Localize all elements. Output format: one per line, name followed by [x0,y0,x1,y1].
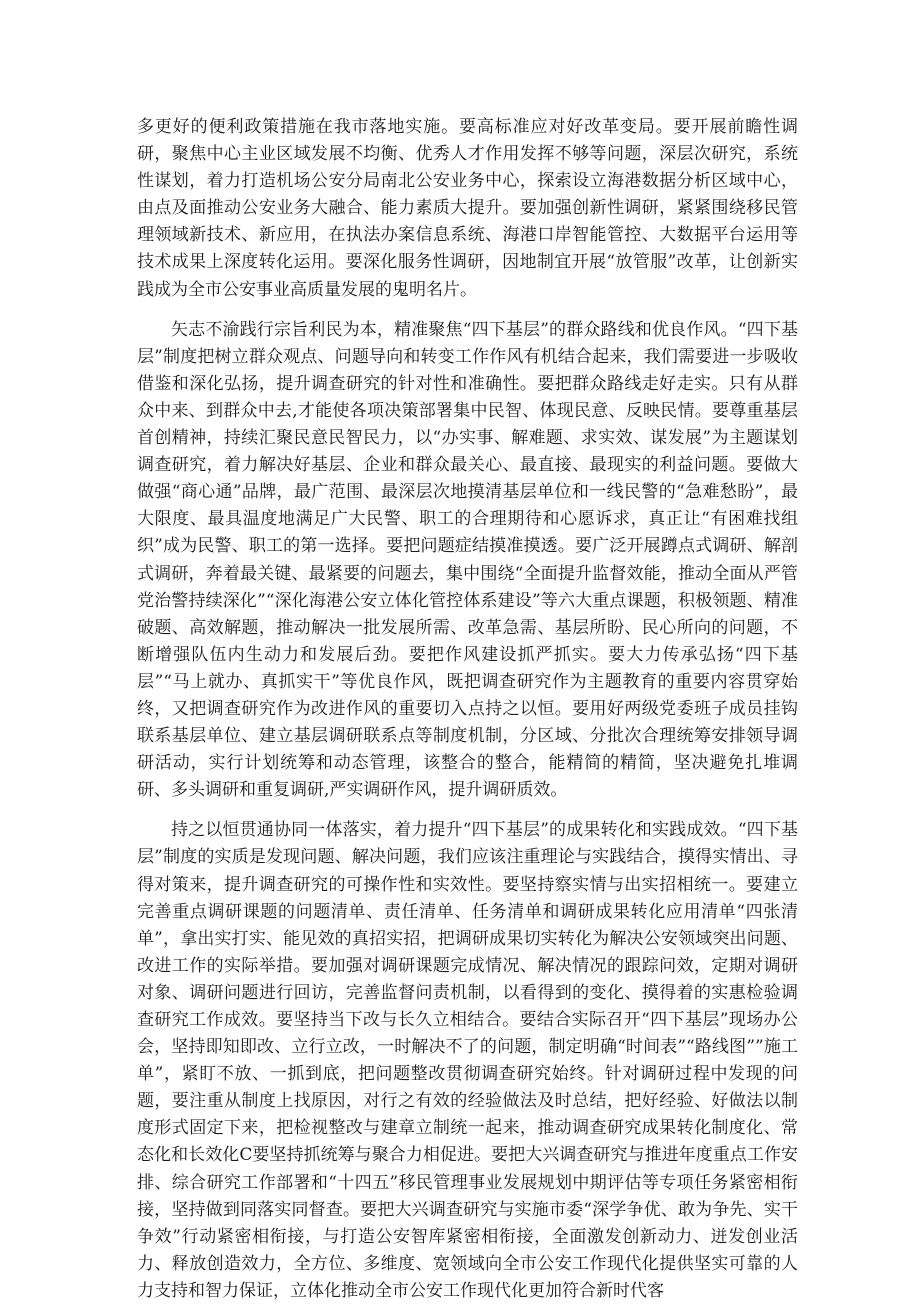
paragraph-implementation: 持之以恒贯通协同一体落实，着力提升“四下基层”的成果转化和实践成效。“四下基层”制度的实质是发现问题、解决问题，我们应该注重理论与实践结合，摸得实情出、寻得对策来，提升调查研究的可操作性和实效性。要坚持察实情与出实招相统一。要建立完善重点调研课题的问题清单、责任清单、任务清单和调研成果转化应用清单“四张清单”，拿出实打实、能见效的真招实招，把调研成果切实转化为解决公安领域突出问题、改进工作的实际举措。要加强对调研课题完成情况、解决情况的跟踪问效，定期对调研对象、调研问题进行回访，完善监督问责机制，以看得到的变化、摸得着的实惠检验调查研究工作成效。要坚持当下改与长久立相结合。要结合实际召开“四下基层”现场办公会，坚持即知即改、立行立改，一时解决不了的问题，制定明确“时间表”“路线图””施工单”，紧盯不放、一抓到底，把问题整改贯彻调查研究始终。针对调研过程中发现的问题，要注重从制度上找原因，对行之有效的经验做法及时总结，把好经验、好做法以制度形式固定下来，把检视整改与建章立制统一起来，推动调查研究成果转化制度化、常态化和长效化C要坚持抓统筹与聚合力相促进。要把大兴调查研究与推进年度重点工作安排、综合研究工作部署和“十四五”移民管理事业发展规划中期评估等专项任务紧密相衔接，坚持做到同落实同督查。要把大兴调查研究与实施市委“深学争优、敢为争先、实干争效”行动紧密相衔接，与打造公安智库紧密相衔接，全面激发创新动力、迸发创业活力、释放创造效力，全方位、多维度、宽领域向全市公安工作现代化提供坚实可靠的人力支持和智力保证，立体化推动全市公安工作现代化更加符合新时代客 [137,820,798,1301]
paragraph-mass-line: 矢志不渝践行宗旨利民为本，精准聚焦“四下基层”的群众路线和优良作风。“四下基层”制度把树立群众观点、问题导向和转变工作作风有机结合起来，我们需要进一步吸收借鉴和深化弘扬，提升调查研究的针对性和准确性。要把群众路线走好走实。只有从群众中来、到群众中去,才能使各项决策部署集中民智、体现民意、反映民情。要尊重基层首创精神，持续汇聚民意民智民力，以“办实事、解难题、求实效、谋发展”为主题谋划调查研究，着力解决好基层、企业和群众最关心、最直接、最现实的利益问题。要做大做强“商心通”品牌，最广范围、最深层次地摸清基层单位和一线民警的“急难愁盼”，最大限度、最具温度地满足广大民警、职工的合理期待和心愿诉求，真正让“有困难找组织”成为民警、职工的第一选择。要把问题症结摸准摸透。要广泛开展蹲点式调研、解剖式调研，奔着最关键、最紧要的问题去，集中围绕“全面提升监督效能，推动全面从严管党治警持续深化”“深化海港公安立体化管控体系建设”等六大重点课题，积极领题、精准破题、高效解题，推动解决一批发展所需、改革急需、基层所盼、民心所向的问题，不断增强队伍内生动力和发展后劲。要把作风建设抓严抓实。要大力传承弘扬“四下基层”“马上就办、真抓实干”等优良作风，既把调查研究作为主题教育的重要内容贯穿始终，又把调查研究作为改进作风的重要切入点持之以恒。要用好两级党委班子成员挂钩联系基层单位、建立基层调研联系点等制度机制，分区域、分批次合理统筹安排领导调研活动，实行计划统筹和动态管理，该整合的整合，能精简的精简，坚决避免扎堆调研、多头调研和重复调研,严实调研作风，提升调研质效。 [137,319,798,801]
paragraph-continuation: 多更好的便利政策措施在我市落地实施。要高标准应对好改革变局。要开展前瞻性调研，聚焦中心主业区域发展不均衡、优秀人才作用发挥不够等问题，深层次研究，系统性谋划，着力打造机场公安分局南北公安业务中心，探索设立海港数据分析区域中心，由点及面推动公安业务大融合、能力素质大提升。要加强创新性调研，紧紧围绕移民管理领域新技术、新应用，在执法办案信息系统、海港口岸智能管控、大数据平台运用等技术成果上深度转化运用。要深化服务性调研，因地制宜开展“放管服”改革，让创新实践成为全市公安事业高质量发展的鬼明名片。 [137,117,798,300]
document-page [137,114,798,1305]
